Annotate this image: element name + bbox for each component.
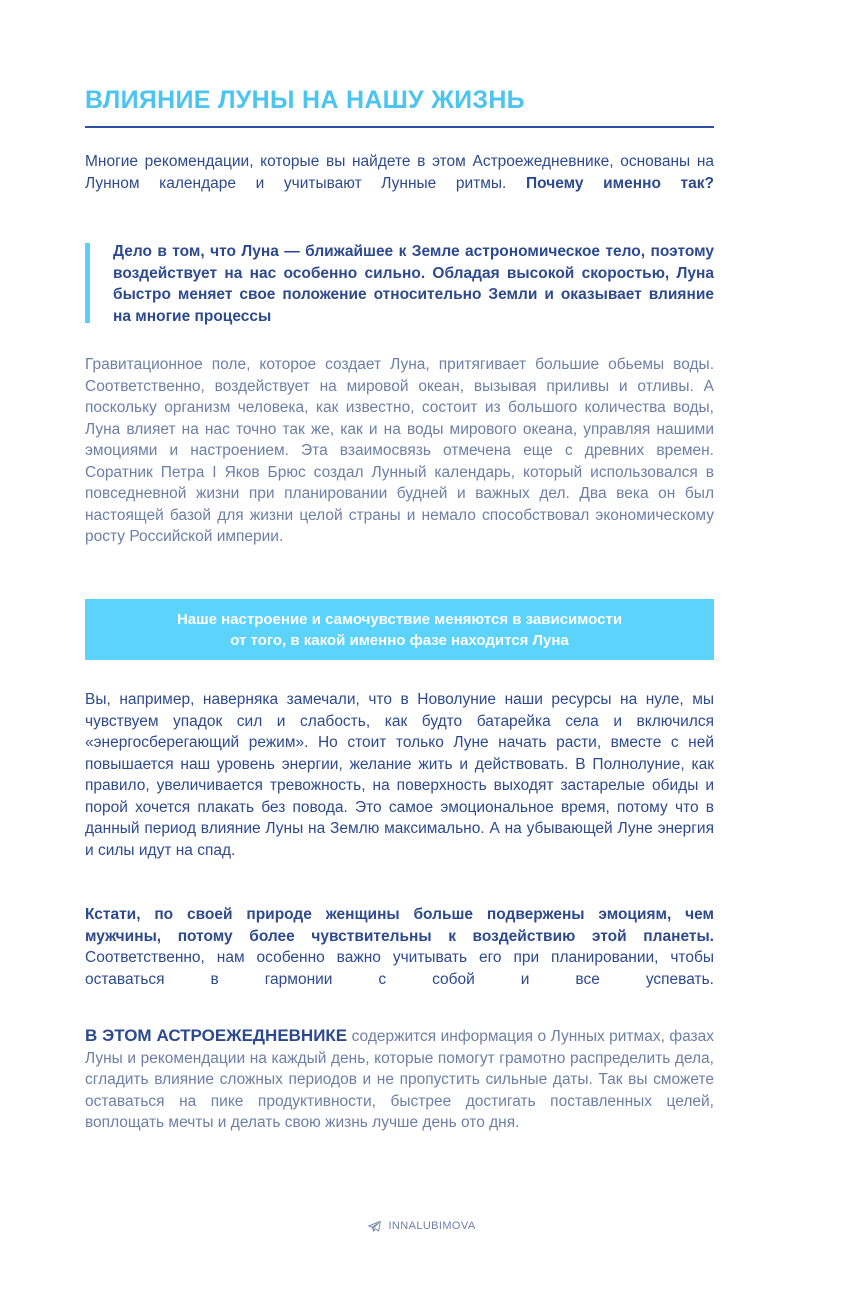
women-paragraph xyxy=(85,904,714,990)
intro-paragraph xyxy=(85,151,714,194)
telegram-icon xyxy=(368,1221,381,1232)
banner-line-1: Наше настроение и самочувствие меняются в зависимости xyxy=(176,610,623,628)
footer-handle: INNALUBIMOVA xyxy=(388,1220,476,1232)
banner-text xyxy=(177,609,622,651)
footer xyxy=(0,1220,844,1232)
phases-paragraph: Вы, например, наверняка замечали, что в Новолуние наши ресурсы на нуле, мы чувствуем упадок сил и слабость, как будто батарейка села и включился «энергосберегающий режим». Но стоит только Луне начать расти, вместе с ней повышается наш уровень энергии, желание жить и действовать. В Полнолуние, как правило, увеличивается тревожность, на поверхность выходят застарелые обиды и порой хочется плакать без повода. Это самое эмоциональное время, потому что в данный период влияние Луны на Землю максимально. А на убывающей Луне энергия и силы идут на спад. xyxy=(85,691,714,859)
banner-line-2: от того, в какой именно фазе находится Луна xyxy=(230,631,569,649)
page-title: ВЛИЯНИЕ ЛУНЫ НА НАШУ ЖИЗНЬ xyxy=(85,86,525,114)
intro-bold-question: Почему именно так? xyxy=(525,174,714,192)
diary-lead: В ЭТОМ АСТРОЕЖЕДНЕВНИКЕ xyxy=(85,1026,348,1045)
highlight-banner xyxy=(85,599,714,660)
women-bold-text: Кстати, по своей природе женщины больше подвержены эмоциям, чем мужчины, потому более чувствительны к воздействию этой планеты. xyxy=(85,906,714,945)
quote-text: Дело в том, что Луна — ближайшее к Земле астрономическое тело, поэтому воздействует на нас особенно сильно. Обладая высокой скоростью, Луна быстро меняет свое положение относительно Земли и оказывает влияние на многие процессы xyxy=(113,243,714,325)
gravity-paragraph: Гравитационное поле, которое создает Луна, притягивает большие обьемы воды. Соответственно, воздействует на мировой океан, вызывая приливы и отливы. А поскольку организм человека, как известно, состоит из большого количества воды, Луна влияет на нас точно так же, как и на воды мирового океана, управляя нашими эмоциями и настроением. Эта взаимосвязь отмечена еще с древних времен. Соратник Петра I Яков Брюс создал Лунный календарь, который использовался в повседневной жизни при планировании будней и важных дел. Два века он был настоящей базой для жизни целой страны и немало способствовал экономическому росту Российской империи. xyxy=(85,356,714,545)
intro-text: Многие рекомендации, которые вы найдете в этом Астроежедневнике, основаны на Лунном календаре и учитывают Лунные ритмы. xyxy=(85,153,714,192)
diary-text: содержится информация о Лунных ритмах, фазах Луны и рекомендации на каждый день, которые помогут грамотно распределить дела, сгладить влияние сложных периодов и не пропустить сильные даты. Так вы сможете оставаться на пике продуктивности, быстрее достигать поставленных целей, воплощать мечты и делать свою жизнь лучше день ото дня. xyxy=(85,1028,714,1131)
quote-accent-bar xyxy=(85,243,90,323)
quote-block xyxy=(85,241,714,325)
women-text: Соответственно, нам особенно важно учитывать его при планировании, чтобы оставаться в гармонии с собой и все успевать. xyxy=(85,949,714,988)
title-divider xyxy=(85,126,714,128)
diary-paragraph xyxy=(85,1025,714,1134)
